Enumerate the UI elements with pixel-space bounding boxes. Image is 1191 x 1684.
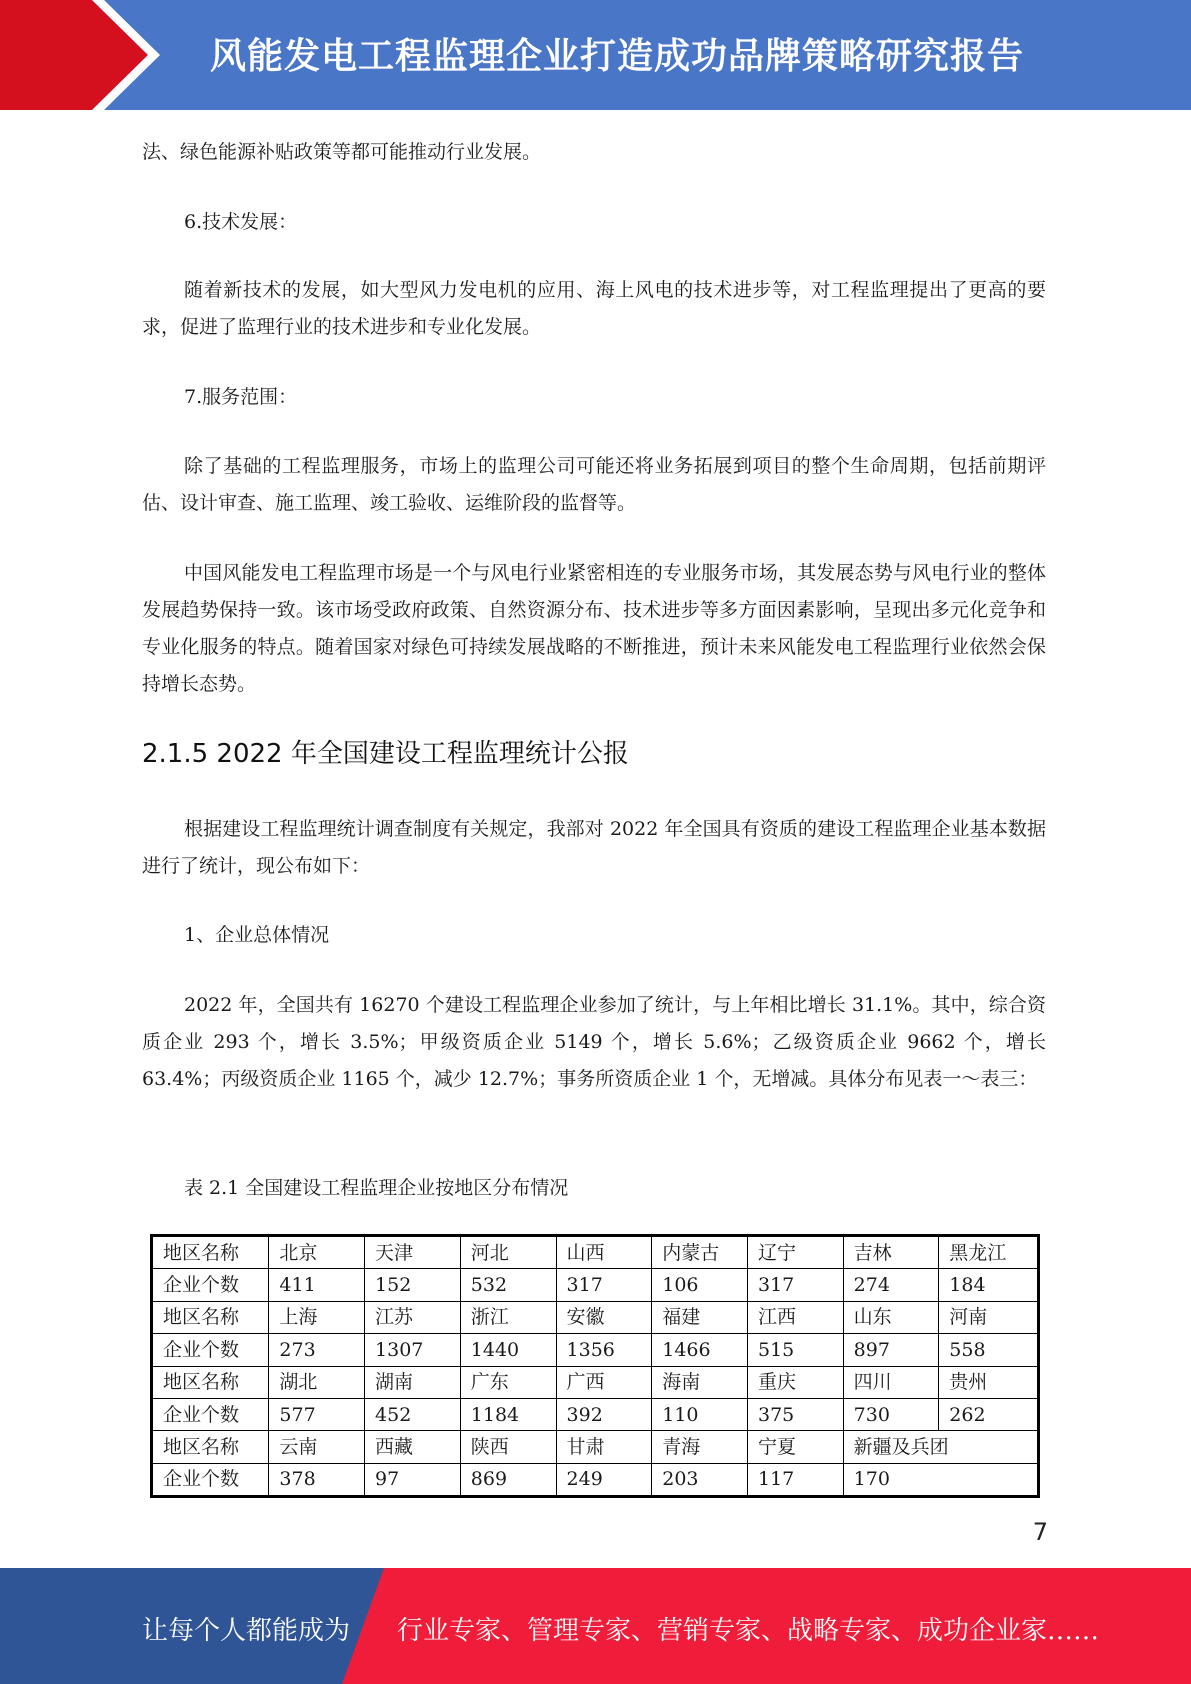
table-cell: 1356 bbox=[556, 1334, 652, 1366]
footer-slogan-right: 行业专家、管理专家、营销专家、战略专家、成功企业家…… bbox=[397, 1616, 1100, 1646]
table-cell: 上海 bbox=[269, 1301, 365, 1333]
section-heading: 2.1.5 2022 年全国建设工程监理统计公报 bbox=[142, 739, 629, 769]
table-cell: 企业个数 bbox=[152, 1334, 269, 1366]
table-cell: 河北 bbox=[460, 1236, 556, 1269]
table-cell: 110 bbox=[652, 1398, 748, 1430]
footer-slogan-left: 让每个人都能成为 bbox=[142, 1616, 351, 1646]
paragraph-statistics-intro: 根据建设工程监理统计调查制度有关规定，我部对 2022 年全国具有资质的建设工程监理企业基本数据进行了统计，现公布如下： bbox=[142, 818, 1046, 877]
table-cell: 天津 bbox=[365, 1236, 461, 1269]
paragraph-tech-development: 随着新技术的发展，如大型风力发电机的应用、海上风电的技术进步等，对工程监理提出了更高的要求，促进了监理行业的技术进步和专业化发展。 bbox=[142, 279, 1046, 338]
table-cell: 宁夏 bbox=[747, 1431, 843, 1463]
table-cell: 甘肃 bbox=[556, 1431, 652, 1463]
paragraph-service-scope: 除了基础的工程监理服务，市场上的监理公司可能还将业务拓展到项目的整个生命周期，包括前期评估、设计审查、施工监理、竣工验收、运维阶段的监督等。 bbox=[142, 455, 1046, 514]
table-cell: 广西 bbox=[556, 1366, 652, 1398]
table-cell: 辽宁 bbox=[747, 1236, 843, 1269]
table-cell: 375 bbox=[747, 1398, 843, 1430]
table-cell: 869 bbox=[460, 1463, 556, 1496]
table-cell: 吉林 bbox=[843, 1236, 939, 1269]
table-cell: 浙江 bbox=[460, 1301, 556, 1333]
paragraph-policy-continuation: 法、绿色能源补贴政策等都可能推动行业发展。 bbox=[142, 141, 542, 163]
table-row bbox=[152, 1236, 1039, 1269]
page-header bbox=[0, 0, 1191, 110]
table-cell: 152 bbox=[365, 1269, 461, 1301]
header-chevron-decoration bbox=[0, 0, 160, 110]
table-row bbox=[152, 1301, 1039, 1333]
table-cell: 湖南 bbox=[365, 1366, 461, 1398]
table-row bbox=[152, 1334, 1039, 1366]
table-cell: 黑龙江 bbox=[939, 1236, 1039, 1269]
table-cell: 203 bbox=[652, 1463, 748, 1496]
table-cell: 1184 bbox=[460, 1398, 556, 1430]
table-cell: 452 bbox=[365, 1398, 461, 1430]
table-cell: 企业个数 bbox=[152, 1269, 269, 1301]
table-cell: 106 bbox=[652, 1269, 748, 1301]
table-cell: 青海 bbox=[652, 1431, 748, 1463]
table-cell: 317 bbox=[556, 1269, 652, 1301]
table-cell: 97 bbox=[365, 1463, 461, 1496]
table-cell: 地区名称 bbox=[152, 1301, 269, 1333]
table-cell: 四川 bbox=[843, 1366, 939, 1398]
table-row bbox=[152, 1269, 1039, 1301]
table-cell: 陕西 bbox=[460, 1431, 556, 1463]
table-cell: 内蒙古 bbox=[652, 1236, 748, 1269]
table-cell: 河南 bbox=[939, 1301, 1039, 1333]
table-cell: 福建 bbox=[652, 1301, 748, 1333]
page-number: 7 bbox=[1032, 1518, 1048, 1546]
table-row bbox=[152, 1398, 1039, 1430]
table-cell: 411 bbox=[269, 1269, 365, 1301]
table-cell: 西藏 bbox=[365, 1431, 461, 1463]
table-cell: 274 bbox=[843, 1269, 939, 1301]
table-cell: 249 bbox=[556, 1463, 652, 1496]
table-cell: 1307 bbox=[365, 1334, 461, 1366]
table-cell: 532 bbox=[460, 1269, 556, 1301]
table-cell: 273 bbox=[269, 1334, 365, 1366]
report-title: 风能发电工程监理企业打造成功品牌策略研究报告 bbox=[210, 36, 1025, 77]
table-cell: 170 bbox=[843, 1463, 1038, 1496]
table-cell: 地区名称 bbox=[152, 1236, 269, 1269]
table-cell: 贵州 bbox=[939, 1366, 1039, 1398]
table-cell: 897 bbox=[843, 1334, 939, 1366]
table-cell: 新疆及兵团 bbox=[843, 1431, 1038, 1463]
table-cell: 地区名称 bbox=[152, 1431, 269, 1463]
paragraph-market-summary: 中国风能发电工程监理市场是一个与风电行业紧密相连的专业服务市场，其发展态势与风电行业的整体发展趋势保持一致。该市场受政府政策、自然资源分布、技术进步等多方面因素影响，呈现出多元化竞争和专业化服务的特点。随着国家对绿色可持续发展战略的不断推进，预计未来风能发电工程监理行业依然会保持增长态势。 bbox=[142, 562, 1046, 695]
table-row bbox=[152, 1431, 1039, 1463]
table-cell: 安徽 bbox=[556, 1301, 652, 1333]
table-cell: 江西 bbox=[747, 1301, 843, 1333]
table-cell: 广东 bbox=[460, 1366, 556, 1398]
table-cell: 515 bbox=[747, 1334, 843, 1366]
table-cell: 558 bbox=[939, 1334, 1039, 1366]
table-cell: 湖北 bbox=[269, 1366, 365, 1398]
table-cell: 577 bbox=[269, 1398, 365, 1430]
table-cell: 企业个数 bbox=[152, 1463, 269, 1496]
table-cell: 117 bbox=[747, 1463, 843, 1496]
table-cell: 云南 bbox=[269, 1431, 365, 1463]
table-cell: 企业个数 bbox=[152, 1398, 269, 1430]
table-caption: 表 2.1 全国建设工程监理企业按地区分布情况 bbox=[184, 1177, 569, 1199]
table-cell: 730 bbox=[843, 1398, 939, 1430]
table-cell: 392 bbox=[556, 1398, 652, 1430]
paragraph-overall-heading: 1、企业总体情况 bbox=[184, 924, 330, 946]
table-cell: 江苏 bbox=[365, 1301, 461, 1333]
table-row bbox=[152, 1366, 1039, 1398]
table-cell: 317 bbox=[747, 1269, 843, 1301]
paragraph-tech-heading: 6.技术发展： bbox=[184, 211, 298, 233]
table-cell: 1466 bbox=[652, 1334, 748, 1366]
table-cell: 山东 bbox=[843, 1301, 939, 1333]
table-cell: 地区名称 bbox=[152, 1366, 269, 1398]
table-cell: 378 bbox=[269, 1463, 365, 1496]
table-cell: 重庆 bbox=[747, 1366, 843, 1398]
table-cell: 262 bbox=[939, 1398, 1039, 1430]
table-row bbox=[152, 1463, 1039, 1496]
enterprise-distribution-table bbox=[150, 1234, 1040, 1498]
table-cell: 1440 bbox=[460, 1334, 556, 1366]
table-cell: 山西 bbox=[556, 1236, 652, 1269]
table-cell: 海南 bbox=[652, 1366, 748, 1398]
paragraph-overall-figures: 2022 年，全国共有 16270 个建设工程监理企业参加了统计，与上年相比增长 31.1%。其中，综合资质企业 293 个，增长 3.5%；甲级资质企业 5149 个，增长 5.6%；乙级资质企业 9662 个，增长 63.4%；丙级资质企业 1165 个，减少 12.7%；事务所资质企业 1 个，无增减。具体分布见表一～表三： bbox=[142, 994, 1046, 1090]
paragraph-service-heading: 7.服务范围： bbox=[184, 386, 298, 408]
table-cell: 北京 bbox=[269, 1236, 365, 1269]
table-cell: 184 bbox=[939, 1269, 1039, 1301]
